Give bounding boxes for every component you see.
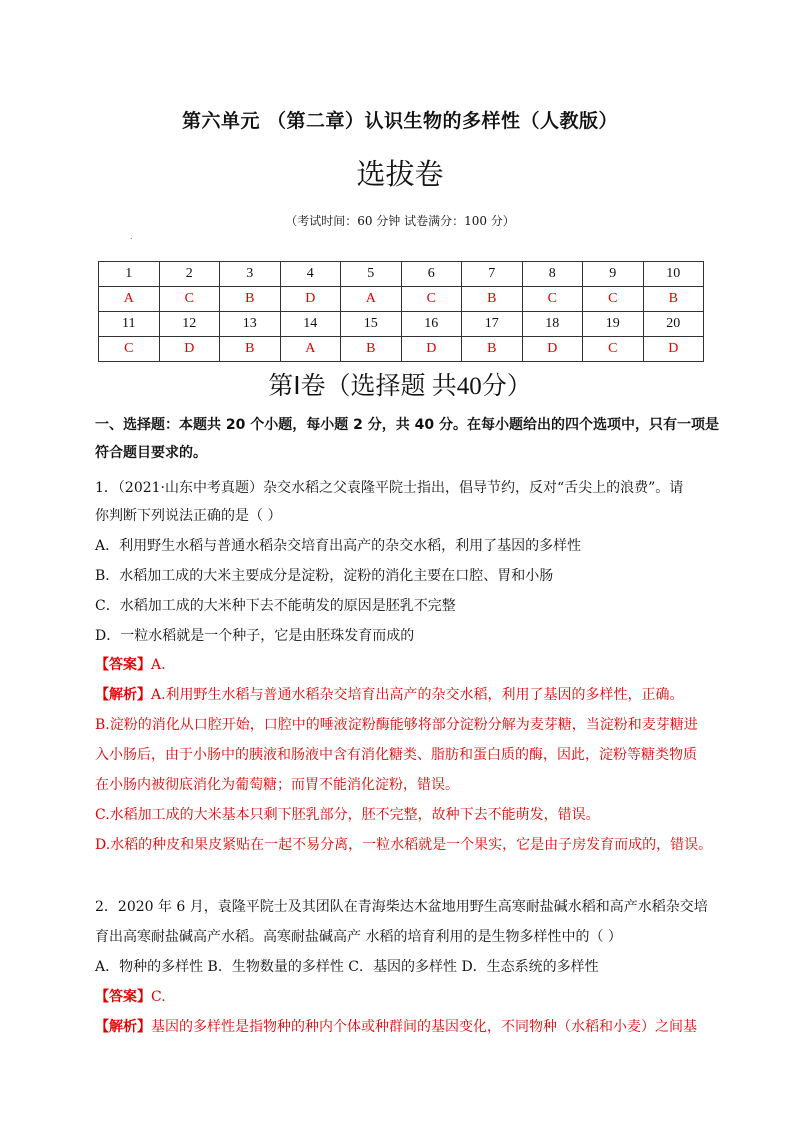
analysis-line: 入小肠后，由于小肠中的胰液和肠液中含有消化糖类、脂肪和蛋白质的酶，因此，淀粉等糖类物质 <box>95 747 697 763</box>
table-cell: D <box>522 337 583 362</box>
table-cell: D <box>643 337 704 362</box>
table-cell: 1 <box>99 262 160 287</box>
table-cell: C <box>522 287 583 312</box>
analysis-line: C.水稻加工成的大米基本只剩下胚乳部分，胚不完整，故种下去不能萌发，错误。 <box>95 807 600 823</box>
table-cell: B <box>462 287 523 312</box>
question-1-option-a: A．利用野生水稻与普通水稻杂交培育出高产的杂交水稻，利用了基因的多样性 <box>95 538 582 554</box>
document-subtitle: 选拔卷 <box>356 157 444 191</box>
analysis-line: 在小肠内被彻底消化为葡萄糖；而胃不能消化淀粉，错误。 <box>95 777 459 793</box>
table-cell: 7 <box>462 262 523 287</box>
answer-value: C. <box>151 989 166 1005</box>
table-cell: 10 <box>643 262 704 287</box>
table-cell: B <box>341 337 402 362</box>
answer-label: 【答案】 <box>95 989 151 1005</box>
table-cell: 11 <box>99 312 160 337</box>
table-cell: 12 <box>159 312 220 337</box>
analysis-label: 【解析】 <box>95 1019 151 1035</box>
answer-table <box>98 261 704 362</box>
table-cell: 3 <box>220 262 281 287</box>
table-cell: 4 <box>280 262 341 287</box>
table-row <box>99 287 704 312</box>
table-cell: 15 <box>341 312 402 337</box>
table-cell: 17 <box>462 312 523 337</box>
table-cell: 20 <box>643 312 704 337</box>
table-cell: 16 <box>401 312 462 337</box>
table-row <box>99 312 704 337</box>
exam-info: （考试时间：60 分钟 试卷满分：100 分） <box>285 214 515 228</box>
table-cell: C <box>99 337 160 362</box>
question-1-analysis <box>95 684 715 704</box>
table-cell: 18 <box>522 312 583 337</box>
table-cell: D <box>280 287 341 312</box>
question-1-option-c: C．水稻加工成的大米种下去不能萌发的原因是胚乳不完整 <box>95 598 456 614</box>
question-1-answer <box>95 654 715 674</box>
table-cell: B <box>643 287 704 312</box>
question-2-answer <box>95 986 715 1006</box>
question-2-options: A．物种的多样性 B．生物数量的多样性 C．基因的多样性 D．生态系统的多样性 <box>95 959 599 975</box>
analysis-text: A.利用野生水稻与普通水稻杂交培育出高产的杂交水稻，利用了基因的多样性，正确。 <box>151 687 684 703</box>
analysis-text: 基因的多样性是指物种的种内个体或种群间的基因变化，不同物种（水稻和小麦）之间基 <box>151 1019 697 1035</box>
table-cell: A <box>280 337 341 362</box>
answer-value: A. <box>151 657 166 673</box>
table-cell: 14 <box>280 312 341 337</box>
instructions-line: 符合题目要求的。 <box>95 445 207 461</box>
analysis-line: B.淀粉的消化从口腔开始，口腔中的唾液淀粉酶能够将部分淀粉分解为麦芽糖，当淀粉和麦芽糖进 <box>95 717 698 733</box>
table-cell: 2 <box>159 262 220 287</box>
table-cell: A <box>341 287 402 312</box>
question-2-analysis <box>95 1016 715 1036</box>
table-cell: C <box>583 337 644 362</box>
table-cell: C <box>159 287 220 312</box>
question-2-stem: 育出高寒耐盐碱高产水稻。高寒耐盐碱高产 水稻的培育利用的是生物多样性中的（ ） <box>95 929 622 945</box>
instructions-line: 一、选择题：本题共 20 个小题，每小题 2 分，共 40 分。在每小题给出的四个选项中，只有一项是 <box>95 417 719 433</box>
section-title: 第Ⅰ卷（选择题 共40分） <box>268 373 532 400</box>
table-cell: 5 <box>341 262 402 287</box>
question-1-stem: 1．（2021·山东中考真题）杂交水稻之父袁隆平院士指出，倡导节约，反对“舌尖上的浪费”。请 <box>95 480 684 496</box>
table-cell: C <box>401 287 462 312</box>
table-cell: B <box>462 337 523 362</box>
document-title: 第六单元 （第二章）认识生物的多样性（人教版） <box>181 110 619 132</box>
question-2-stem: 2．2020 年 6 月，袁隆平院士及其团队在青海柴达木盆地用野生高寒耐盐碱水稻和高产水稻杂交培 <box>95 899 708 915</box>
analysis-line: D.水稻的种皮和果皮紧贴在一起不易分离，一粒水稻就是一个果实，它是由子房发育而成的，错误。 <box>95 837 713 853</box>
table-cell: 8 <box>522 262 583 287</box>
answer-label: 【答案】 <box>95 657 151 673</box>
table-cell: 13 <box>220 312 281 337</box>
table-cell: 9 <box>583 262 644 287</box>
question-1-option-d: D．一粒水稻就是一个种子，它是由胚珠发育而成的 <box>95 628 415 644</box>
table-cell: B <box>220 287 281 312</box>
table-cell: 19 <box>583 312 644 337</box>
paragraph-mark: . <box>130 232 133 241</box>
question-1-option-b: B．水稻加工成的大米主要成分是淀粉，淀粉的消化主要在口腔、胃和小肠 <box>95 568 554 584</box>
table-cell: A <box>99 287 160 312</box>
question-1-stem: 你判断下列说法正确的是（ ） <box>95 508 282 524</box>
table-cell: D <box>159 337 220 362</box>
table-cell: B <box>220 337 281 362</box>
table-cell: D <box>401 337 462 362</box>
table-row <box>99 337 704 362</box>
table-cell: C <box>583 287 644 312</box>
analysis-label: 【解析】 <box>95 687 151 703</box>
table-row <box>99 262 704 287</box>
table-cell: 6 <box>401 262 462 287</box>
